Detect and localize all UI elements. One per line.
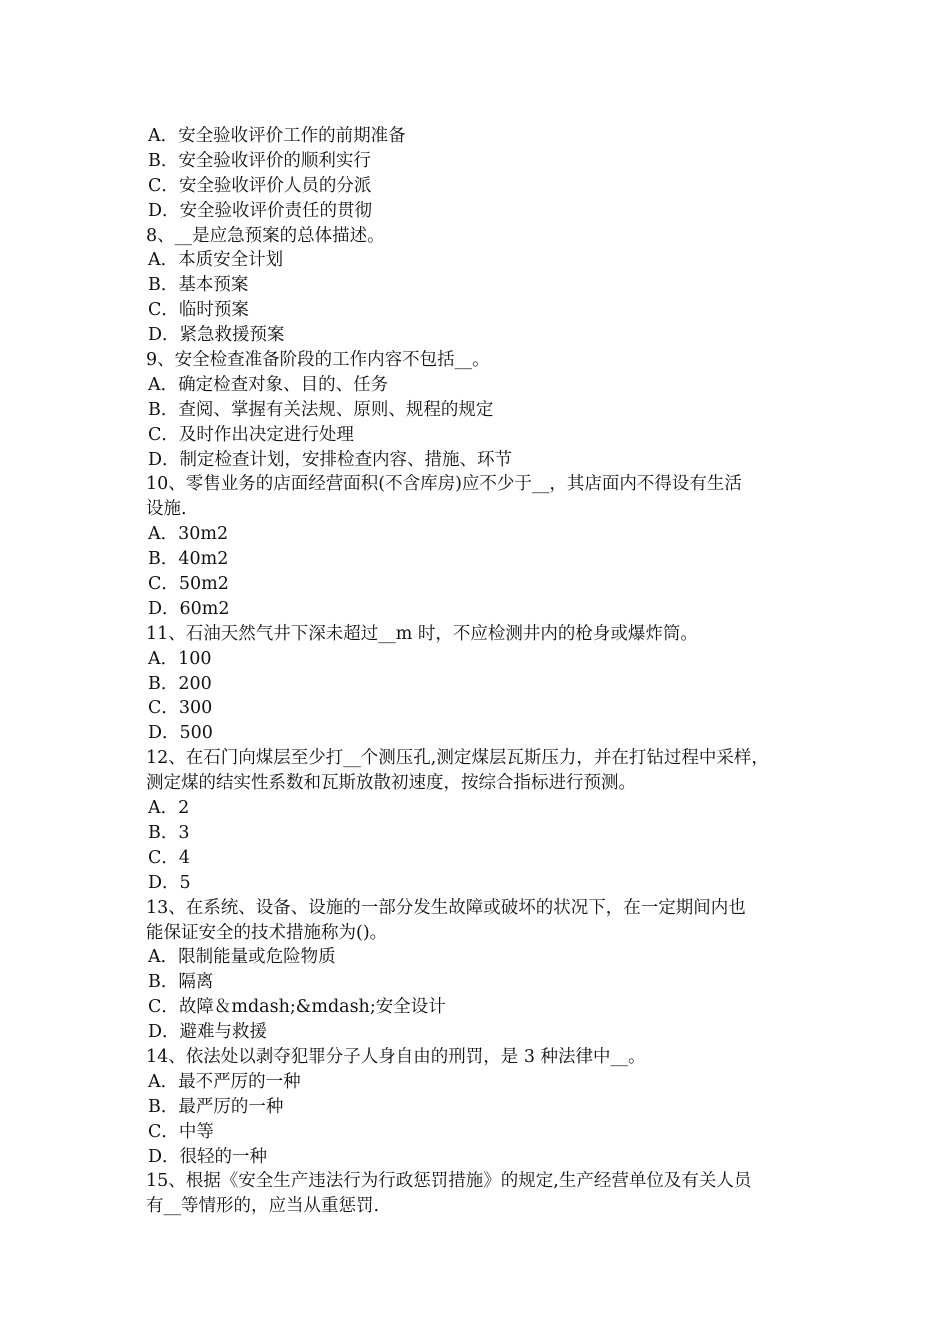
answer-option: B．隔离 <box>148 972 214 993</box>
answer-option: C．4 <box>148 847 191 868</box>
question-list <box>146 124 826 1219</box>
answer-option: D．很轻的一种 <box>148 1146 268 1167</box>
answer-option: D．紧急救援预案 <box>148 325 285 346</box>
answer-option: A．100 <box>148 648 212 669</box>
answer-option: A．30m2 <box>148 524 229 545</box>
answer-option: D．60m2 <box>148 598 230 619</box>
answer-option: C．50m2 <box>148 574 229 595</box>
answer-option: D．安全验收评价责任的贯彻 <box>148 200 373 221</box>
question-text: 12、在石门向煤层至少打__个测压孔,测定煤层瓦斯压力，并在打钻过程中采样， <box>146 748 769 769</box>
question-text: 测定煤的结实性系数和瓦斯放散初速度，按综合指标进行预测。 <box>146 773 636 794</box>
question-text: 11、石油天然气井下深未超过__m 时，不应检测井内的枪身或爆炸筒。 <box>146 623 698 644</box>
answer-option: A．限制能量或危险物质 <box>148 947 336 968</box>
question-text: 9、安全检查准备阶段的工作内容不包括__。 <box>146 350 490 371</box>
answer-option: C．及时作出决定进行处理 <box>148 424 354 445</box>
answer-option: B．40m2 <box>148 549 229 570</box>
answer-option: C．中等 <box>148 1121 214 1142</box>
question-text: 15、根据《安全生产违法行为行政惩罚措施》的规定,生产经营单位及有关人员 <box>146 1171 752 1192</box>
question-text: 设施. <box>146 499 187 520</box>
answer-option: A．确定检查对象、目的、任务 <box>148 374 389 395</box>
answer-option: B．200 <box>148 673 212 694</box>
answer-option: D．500 <box>148 723 213 744</box>
question-text: 14、依法处以剥夺犯罪分子人身自由的刑罚，是 3 种法律中__。 <box>146 1046 646 1067</box>
question-text: 13、在系统、设备、设施的一部分发生故障或破坏的状况下，在一定期间内也 <box>146 897 746 918</box>
answer-option: B．基本预案 <box>148 275 249 296</box>
answer-option: A．安全验收评价工作的前期准备 <box>148 126 406 146</box>
answer-option: A．本质安全计划 <box>148 250 284 271</box>
answer-option: D．制定检查计划，安排检查内容、措施、环节 <box>148 449 513 470</box>
answer-option: B．3 <box>148 822 190 843</box>
answer-option: B．查阅、掌握有关法规、原则、规程的规定 <box>148 399 494 420</box>
question-text: 能保证安全的技术措施称为()。 <box>146 922 388 943</box>
answer-option: B．最严厉的一种 <box>148 1096 284 1117</box>
question-text: 有__等情形的，应当从重惩罚. <box>146 1196 380 1217</box>
answer-option: A．最不严厉的一种 <box>148 1071 301 1092</box>
answer-option: D．5 <box>148 872 191 893</box>
answer-option: A．2 <box>148 798 190 819</box>
question-text: 10、零售业务的店面经营面积(不含库房)应不少于__，其店面内不得设有生活 <box>146 474 742 495</box>
answer-option: D．避难与救援 <box>148 1022 268 1043</box>
answer-option: C．安全验收评价人员的分派 <box>148 175 372 196</box>
answer-option: C．故障＆mdash;&mdash;安全设计 <box>148 997 446 1018</box>
answer-option: C．临时预案 <box>148 300 249 321</box>
answer-option: C．300 <box>148 698 213 719</box>
answer-option: B．安全验收评价的顺利实行 <box>148 150 371 171</box>
question-text: 8、__是应急预案的总体描述。 <box>146 225 385 246</box>
